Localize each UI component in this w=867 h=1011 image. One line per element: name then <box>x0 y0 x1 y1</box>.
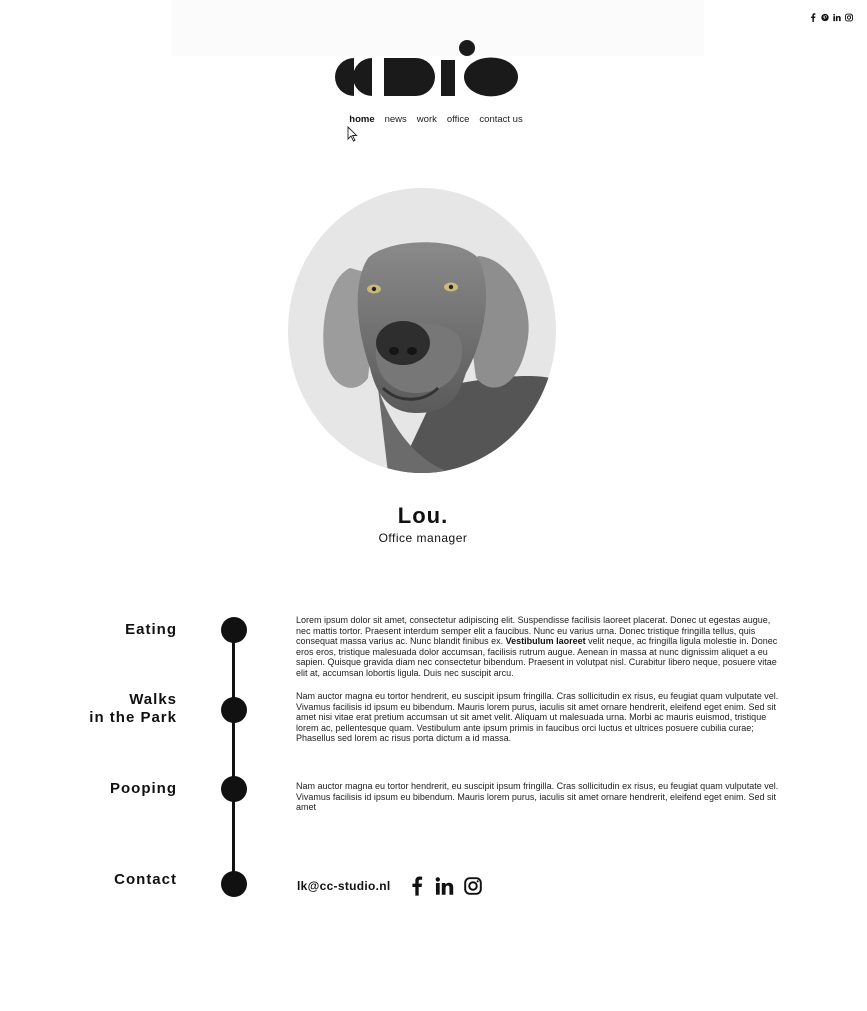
linkedin-icon[interactable] <box>435 876 455 896</box>
nav-office[interactable]: office <box>446 114 470 125</box>
nav-work[interactable]: work <box>416 114 437 125</box>
facebook-icon[interactable] <box>407 876 427 896</box>
contact-social-icons <box>407 876 483 896</box>
instagram-icon[interactable] <box>845 12 853 22</box>
contact-row <box>297 876 483 896</box>
timeline-label-walks-line1: Walks <box>129 691 177 708</box>
timeline-text-pooping: Nam auctor magna eu tortor hendrerit, eu suscipit ipsum fringilla. Cras sollicitudin ex risus, eu feugiat quam vulputate vel. Vivamus facilisis id ipsum eu bibendum. Mauris lorem purus, iaculis sit amet ornare hendrerit, eleifend eget enim. Sed sit amet <box>296 781 779 813</box>
timeline-text-walks: Nam auctor magna eu tortor hendrerit, eu suscipit ipsum fringilla. Cras sollicitudin ex risus, eu feugiat quam vulputate vel. Vivamus facilisis id ipsum eu bibendum. Mauris lorem purus, iaculis sit amet ornare hendrerit, eleifend eget enim. Sed sit amet nisi vitae erat pretium accumsan ut sit amet velit. Aliquam ut malesuada urna. Morbi ac mauris euismod, tristique lorem ac, pellentesque quam. Vestibulum ante ipsum primis in faucibus orci luctus et ultrices posuere cubilia curae; Phasellus sed lorem ac risus porta dictum a id massa. <box>296 691 779 744</box>
timeline-label-contact: Contact <box>114 871 177 888</box>
text-eating-part2: velit neque, ac fringilla ligula molestie in. Donec eros eros, tristique malesuada dolor accumsan, facilisis rutrum augue. Aenean in massa at nunc dignissim aliquet a eu sapien. Quisque gravida diam nec consectetur bibendum. Praesent in volutpat nisl. Curabitur libero neque, posuere vitae elit at, accumsan lobortis ligula. Duis nec suscipit arcu. <box>296 636 778 678</box>
timeline-label-walks-line2: in the Park <box>89 709 177 726</box>
timeline-line <box>232 630 235 884</box>
timeline-label-walks <box>89 691 177 727</box>
timeline-label-pooping: Pooping <box>110 780 177 797</box>
timeline-text-eating <box>296 615 782 679</box>
timeline-dot-eating <box>221 617 247 643</box>
timeline-dot-contact <box>221 871 247 897</box>
pinterest-icon[interactable] <box>821 12 829 22</box>
text-eating-part1: Lorem ipsum dolor sit amet, consectetur adipiscing elit. Suspendisse facilisis laoreet placerat. Donec ut egestas augue, nec mattis tortor. Praesent interdum semper elit a faucibus. Nunc eu varius urna. Donec tristique fringilla tellus, quis consequat massa varius ac. Nunc blandit finibus ex. <box>296 615 771 647</box>
nav-home[interactable]: home <box>349 114 375 125</box>
mouse-cursor-icon <box>347 126 358 142</box>
nav-contact-us[interactable]: contact us <box>479 114 523 125</box>
timeline-dot-pooping <box>221 776 247 802</box>
linkedin-icon[interactable] <box>833 12 841 22</box>
instagram-icon[interactable] <box>463 876 483 896</box>
profile-photo <box>288 188 556 473</box>
contact-email-link[interactable]: lk@cc-studio.nl <box>297 879 391 893</box>
text-eating-bold: Vestibulum laoreet <box>505 636 586 647</box>
profile-role: Office manager <box>378 531 468 545</box>
main-navigation <box>0 114 867 125</box>
timeline-label-eating: Eating <box>125 621 177 638</box>
cc-studio-logo[interactable] <box>328 38 522 100</box>
facebook-icon[interactable] <box>809 12 817 22</box>
timeline-dot-walks <box>221 697 247 723</box>
nav-news[interactable]: news <box>384 114 407 125</box>
social-links-top <box>809 12 853 22</box>
dog-illustration <box>288 188 556 473</box>
profile-name: Lou. <box>397 503 449 528</box>
